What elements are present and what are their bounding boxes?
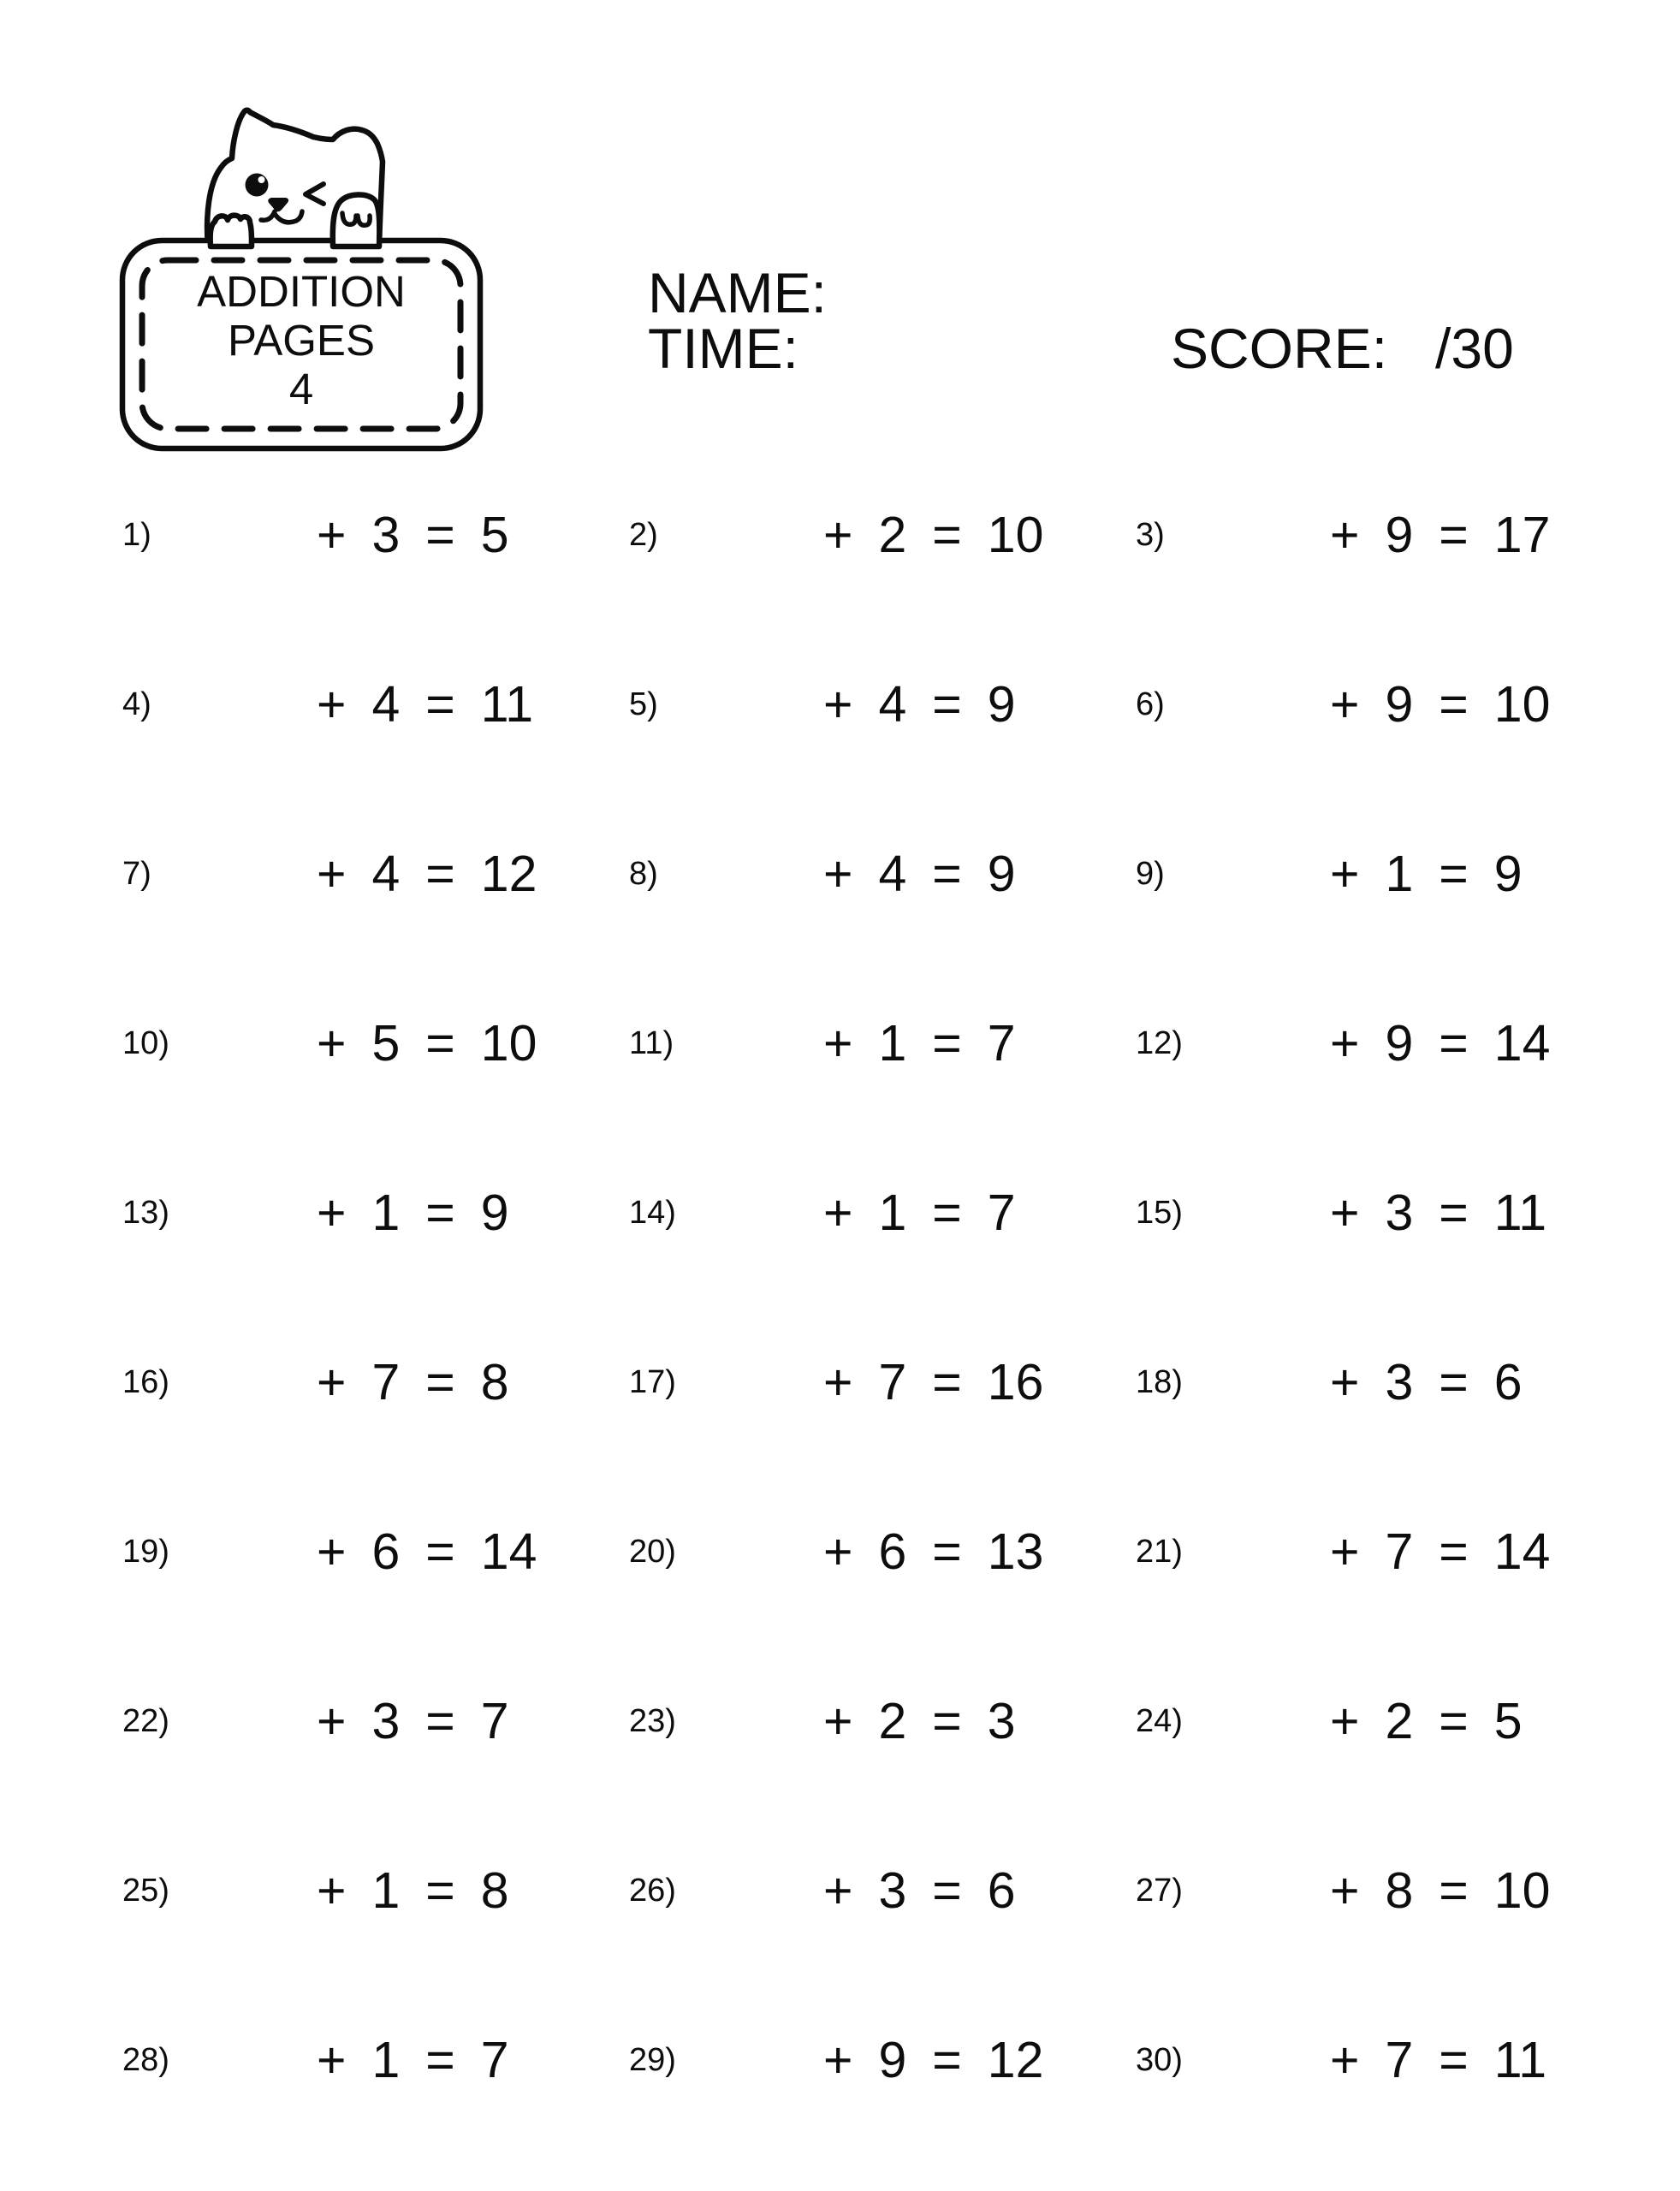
equals-sign: = [932, 1185, 962, 1241]
result-value: 13 [987, 1523, 1044, 1580]
problem-number: 11) [629, 1025, 674, 1061]
plus-sign: + [317, 676, 347, 733]
header-fields [648, 261, 929, 380]
equation [1330, 1523, 1551, 1580]
equals-sign: = [1439, 676, 1469, 733]
equals-sign: = [1439, 1015, 1469, 1072]
plus-sign: + [1330, 1523, 1360, 1580]
equation [823, 846, 1016, 902]
result-value: 10 [1493, 1862, 1551, 1919]
problem-number: 8) [629, 856, 658, 892]
problem-cell [98, 1005, 605, 1174]
equals-sign: = [425, 1862, 455, 1919]
result-value: 6 [1493, 1354, 1523, 1410]
result-value: 11 [1493, 2032, 1547, 2088]
plus-sign: + [317, 846, 347, 902]
addend-value: 6 [371, 1523, 401, 1580]
addend-value: 7 [1385, 1523, 1414, 1580]
answer-blank[interactable] [691, 678, 815, 729]
equals-sign: = [425, 1354, 455, 1410]
answer-blank[interactable] [691, 1864, 815, 1915]
equals-sign: = [932, 1354, 962, 1410]
equals-sign: = [932, 1523, 962, 1580]
problem-cell [98, 835, 605, 1005]
problem-cell [98, 1344, 605, 1513]
problem-cell [605, 1683, 1112, 1852]
result-value: 7 [480, 2032, 509, 2088]
problem-number: 9) [1136, 856, 1165, 892]
equation [1330, 1354, 1523, 1410]
result-value: 5 [480, 507, 509, 563]
equals-sign: = [932, 1015, 962, 1072]
problem-cell [605, 1513, 1112, 1683]
problem-cell [605, 2022, 1112, 2191]
plus-sign: + [317, 2032, 347, 2088]
result-value: 10 [480, 1015, 537, 1072]
equation [1330, 1862, 1551, 1919]
equals-sign: = [1439, 2032, 1469, 2088]
addend-value: 4 [371, 846, 401, 902]
plus-sign: + [1330, 1354, 1360, 1410]
answer-blank[interactable] [691, 1186, 815, 1238]
addend-value: 9 [1385, 676, 1414, 733]
equation [823, 507, 1044, 563]
problem-number: 18) [1136, 1364, 1183, 1400]
plus-sign: + [317, 1862, 347, 1919]
plus-sign: + [1330, 1862, 1360, 1919]
problem-number: 13) [122, 1195, 169, 1231]
equation [1330, 507, 1551, 563]
time-blank[interactable] [798, 325, 901, 368]
result-value: 7 [987, 1185, 1016, 1241]
answer-blank[interactable] [691, 1695, 815, 1746]
addend-value: 5 [371, 1015, 401, 1072]
equation [823, 1354, 1044, 1410]
addend-value: 1 [371, 1862, 401, 1919]
problem-cell [1112, 2022, 1624, 2191]
plus-sign: + [823, 846, 853, 902]
addend-value: 3 [878, 1862, 907, 1919]
answer-blank[interactable] [184, 508, 308, 560]
problem-number: 26) [629, 1873, 676, 1909]
problem-number: 4) [122, 686, 151, 722]
plus-sign: + [1330, 507, 1360, 563]
sign-title-line1: ADDITION [197, 267, 406, 316]
problem-cell [605, 1174, 1112, 1344]
equation [1330, 1693, 1523, 1749]
result-value: 5 [1493, 1693, 1523, 1749]
answer-blank[interactable] [1197, 1017, 1321, 1068]
equals-sign: = [1439, 1185, 1469, 1241]
addend-value: 7 [371, 1354, 401, 1410]
plus-sign: + [823, 1523, 853, 1580]
equation [1330, 1015, 1551, 1072]
equals-sign: = [425, 1693, 455, 1749]
addend-value: 3 [371, 1693, 401, 1749]
addend-value: 4 [878, 676, 907, 733]
name-label: NAME: [648, 261, 828, 324]
problem-cell [1112, 666, 1624, 835]
equation [317, 676, 534, 733]
problem-cell [98, 1513, 605, 1683]
sign-title-line2: PAGES [228, 316, 375, 365]
problem-number: 3) [1136, 517, 1165, 553]
plus-sign: + [317, 1015, 347, 1072]
problem-cell [1112, 1513, 1624, 1683]
problem-cell [98, 496, 605, 666]
result-value: 9 [1493, 846, 1523, 902]
plus-sign: + [823, 1862, 853, 1919]
result-value: 7 [480, 1693, 509, 1749]
problem-cell [1112, 1344, 1624, 1513]
answer-blank[interactable] [184, 1017, 308, 1068]
problem-number: 29) [629, 2042, 676, 2078]
plus-sign: + [317, 1354, 347, 1410]
problem-number: 6) [1136, 686, 1165, 722]
equals-sign: = [1439, 1354, 1469, 1410]
result-value: 12 [987, 2032, 1044, 2088]
answer-blank[interactable] [184, 678, 308, 729]
equals-sign: = [425, 507, 455, 563]
problem-cell [1112, 496, 1624, 666]
addend-value: 7 [1385, 2032, 1414, 2088]
equation [1330, 846, 1523, 902]
equals-sign: = [932, 507, 962, 563]
plus-sign: + [823, 1185, 853, 1241]
problem-cell [1112, 1174, 1624, 1344]
addend-value: 1 [1385, 846, 1414, 902]
problem-cell [605, 835, 1112, 1005]
problems-grid [98, 496, 1624, 2191]
equals-sign: = [425, 1015, 455, 1072]
addend-value: 1 [878, 1015, 907, 1072]
equals-sign: = [1439, 1693, 1469, 1749]
addend-value: 9 [1385, 1015, 1414, 1072]
equals-sign: = [932, 846, 962, 902]
equals-sign: = [425, 2032, 455, 2088]
plus-sign: + [317, 1523, 347, 1580]
result-value: 14 [1493, 1015, 1551, 1072]
equation [823, 1693, 1016, 1749]
addend-value: 2 [1385, 1693, 1414, 1749]
answer-blank[interactable] [1197, 678, 1321, 729]
equals-sign: = [932, 2032, 962, 2088]
equation [317, 2032, 509, 2088]
equals-sign: = [932, 1862, 962, 1919]
plus-sign: + [1330, 846, 1360, 902]
answer-blank[interactable] [1197, 1186, 1321, 1238]
problem-number: 22) [122, 1703, 169, 1739]
equation [317, 507, 509, 563]
equation [317, 846, 537, 902]
equals-sign: = [1439, 1862, 1469, 1919]
result-value: 3 [987, 1693, 1016, 1749]
answer-blank[interactable] [184, 2034, 308, 2085]
result-value: 11 [1493, 1185, 1547, 1241]
equation [823, 1862, 1016, 1919]
answer-blank[interactable] [184, 847, 308, 899]
problem-cell [605, 1344, 1112, 1513]
sign-title [122, 267, 480, 413]
problem-number: 20) [629, 1534, 676, 1570]
equals-sign: = [425, 676, 455, 733]
answer-blank[interactable] [184, 1525, 308, 1576]
problem-number: 23) [629, 1703, 676, 1739]
result-value: 8 [480, 1354, 509, 1410]
plus-sign: + [823, 507, 853, 563]
addend-value: 3 [371, 507, 401, 563]
addend-value: 9 [878, 2032, 907, 2088]
answer-blank[interactable] [1197, 847, 1321, 899]
result-value: 7 [987, 1015, 1016, 1072]
equals-sign: = [425, 846, 455, 902]
equals-sign: = [1439, 507, 1469, 563]
answer-blank[interactable] [1197, 1864, 1321, 1915]
answer-blank[interactable] [691, 2034, 815, 2085]
problem-number: 30) [1136, 2042, 1183, 2078]
problem-cell [98, 1683, 605, 1852]
answer-blank[interactable] [184, 1864, 308, 1915]
problem-cell [605, 1852, 1112, 2022]
problem-number: 5) [629, 686, 658, 722]
result-value: 10 [987, 507, 1044, 563]
problem-cell [605, 666, 1112, 835]
result-value: 8 [480, 1862, 509, 1919]
equals-sign: = [425, 1185, 455, 1241]
result-value: 10 [1493, 676, 1551, 733]
answer-blank[interactable] [691, 508, 815, 560]
sign-title-line3: 4 [288, 365, 314, 413]
plus-sign: + [823, 1693, 853, 1749]
plus-sign: + [823, 1354, 853, 1410]
time-label: TIME: [648, 317, 798, 380]
problem-number: 28) [122, 2042, 169, 2078]
plus-sign: + [1330, 1015, 1360, 1072]
result-value: 17 [1493, 507, 1551, 563]
plus-sign: + [317, 1693, 347, 1749]
addend-value: 1 [371, 1185, 401, 1241]
problem-cell [605, 1005, 1112, 1174]
plus-sign: + [1330, 2032, 1360, 2088]
problem-cell [98, 2022, 605, 2191]
addend-value: 9 [1385, 507, 1414, 563]
plus-sign: + [317, 1185, 347, 1241]
problem-cell [98, 666, 605, 835]
plus-sign: + [823, 2032, 853, 2088]
equation [1330, 2032, 1547, 2088]
answer-blank[interactable] [184, 1186, 308, 1238]
problem-number: 14) [629, 1195, 676, 1231]
answer-blank[interactable] [691, 1017, 815, 1068]
equals-sign: = [932, 1693, 962, 1749]
addend-value: 3 [1385, 1185, 1414, 1241]
problem-number: 12) [1136, 1025, 1183, 1061]
cat-eye-highlight [258, 176, 265, 183]
equation [317, 1693, 509, 1749]
result-value: 11 [480, 676, 534, 733]
addend-value: 4 [371, 676, 401, 733]
equation [317, 1354, 509, 1410]
answer-blank[interactable] [691, 1356, 815, 1407]
plus-sign: + [1330, 676, 1360, 733]
problem-number: 2) [629, 517, 658, 553]
plus-sign: + [823, 1015, 853, 1072]
answer-blank[interactable] [691, 1525, 815, 1576]
problem-cell [1112, 1852, 1624, 2022]
result-value: 12 [480, 846, 537, 902]
plus-sign: + [823, 676, 853, 733]
cat-left-paw [211, 216, 252, 246]
result-value: 14 [1493, 1523, 1551, 1580]
addend-value: 4 [878, 846, 907, 902]
problem-number: 25) [122, 1873, 169, 1909]
equation [823, 676, 1016, 733]
plus-sign: + [1330, 1185, 1360, 1241]
score-field [1171, 317, 1514, 380]
addend-value: 1 [371, 2032, 401, 2088]
result-value: 6 [987, 1862, 1016, 1919]
addend-value: 6 [878, 1523, 907, 1580]
addend-value: 2 [878, 507, 907, 563]
answer-blank[interactable] [1197, 1525, 1321, 1576]
problem-number: 10) [122, 1025, 169, 1061]
equation [823, 1185, 1016, 1241]
score-total: /30 [1435, 317, 1514, 380]
result-value: 9 [987, 846, 1016, 902]
score-label: SCORE: [1171, 317, 1388, 380]
answer-blank[interactable] [691, 847, 815, 899]
addend-value: 3 [1385, 1354, 1414, 1410]
equation [317, 1862, 509, 1919]
equation [1330, 1185, 1547, 1241]
problem-number: 17) [629, 1364, 676, 1400]
plus-sign: + [317, 507, 347, 563]
answer-blank[interactable] [1197, 2034, 1321, 2085]
problem-number: 7) [122, 856, 151, 892]
equation [823, 2032, 1044, 2088]
name-blank[interactable] [827, 270, 929, 312]
addend-value: 2 [878, 1693, 907, 1749]
problem-number: 16) [122, 1364, 169, 1400]
answer-blank[interactable] [1197, 1695, 1321, 1746]
cat-open-eye [246, 174, 269, 197]
addend-value: 7 [878, 1354, 907, 1410]
equation [317, 1523, 537, 1580]
problem-number: 15) [1136, 1195, 1183, 1231]
problem-cell [1112, 1005, 1624, 1174]
problem-number: 1) [122, 517, 151, 553]
equation [823, 1015, 1016, 1072]
answer-blank[interactable] [1197, 508, 1321, 560]
answer-blank[interactable] [184, 1356, 308, 1407]
equation [317, 1015, 537, 1072]
equation [317, 1185, 509, 1241]
result-value: 14 [480, 1523, 537, 1580]
plus-sign: + [1330, 1693, 1360, 1749]
equation [823, 1523, 1044, 1580]
result-value: 16 [987, 1354, 1044, 1410]
result-value: 9 [987, 676, 1016, 733]
problem-number: 21) [1136, 1534, 1183, 1570]
result-value: 9 [480, 1185, 509, 1241]
problem-cell [1112, 1683, 1624, 1852]
answer-blank[interactable] [1197, 1356, 1321, 1407]
equation [1330, 676, 1551, 733]
problem-number: 27) [1136, 1873, 1183, 1909]
equals-sign: = [1439, 846, 1469, 902]
problem-number: 24) [1136, 1703, 1183, 1739]
equals-sign: = [932, 676, 962, 733]
addend-value: 8 [1385, 1862, 1414, 1919]
equals-sign: = [425, 1523, 455, 1580]
addend-value: 1 [878, 1185, 907, 1241]
equals-sign: = [1439, 1523, 1469, 1580]
answer-blank[interactable] [184, 1695, 308, 1746]
problem-number: 19) [122, 1534, 169, 1570]
problem-cell [1112, 835, 1624, 1005]
problem-cell [98, 1174, 605, 1344]
problem-cell [98, 1852, 605, 2022]
problem-cell [605, 496, 1112, 666]
